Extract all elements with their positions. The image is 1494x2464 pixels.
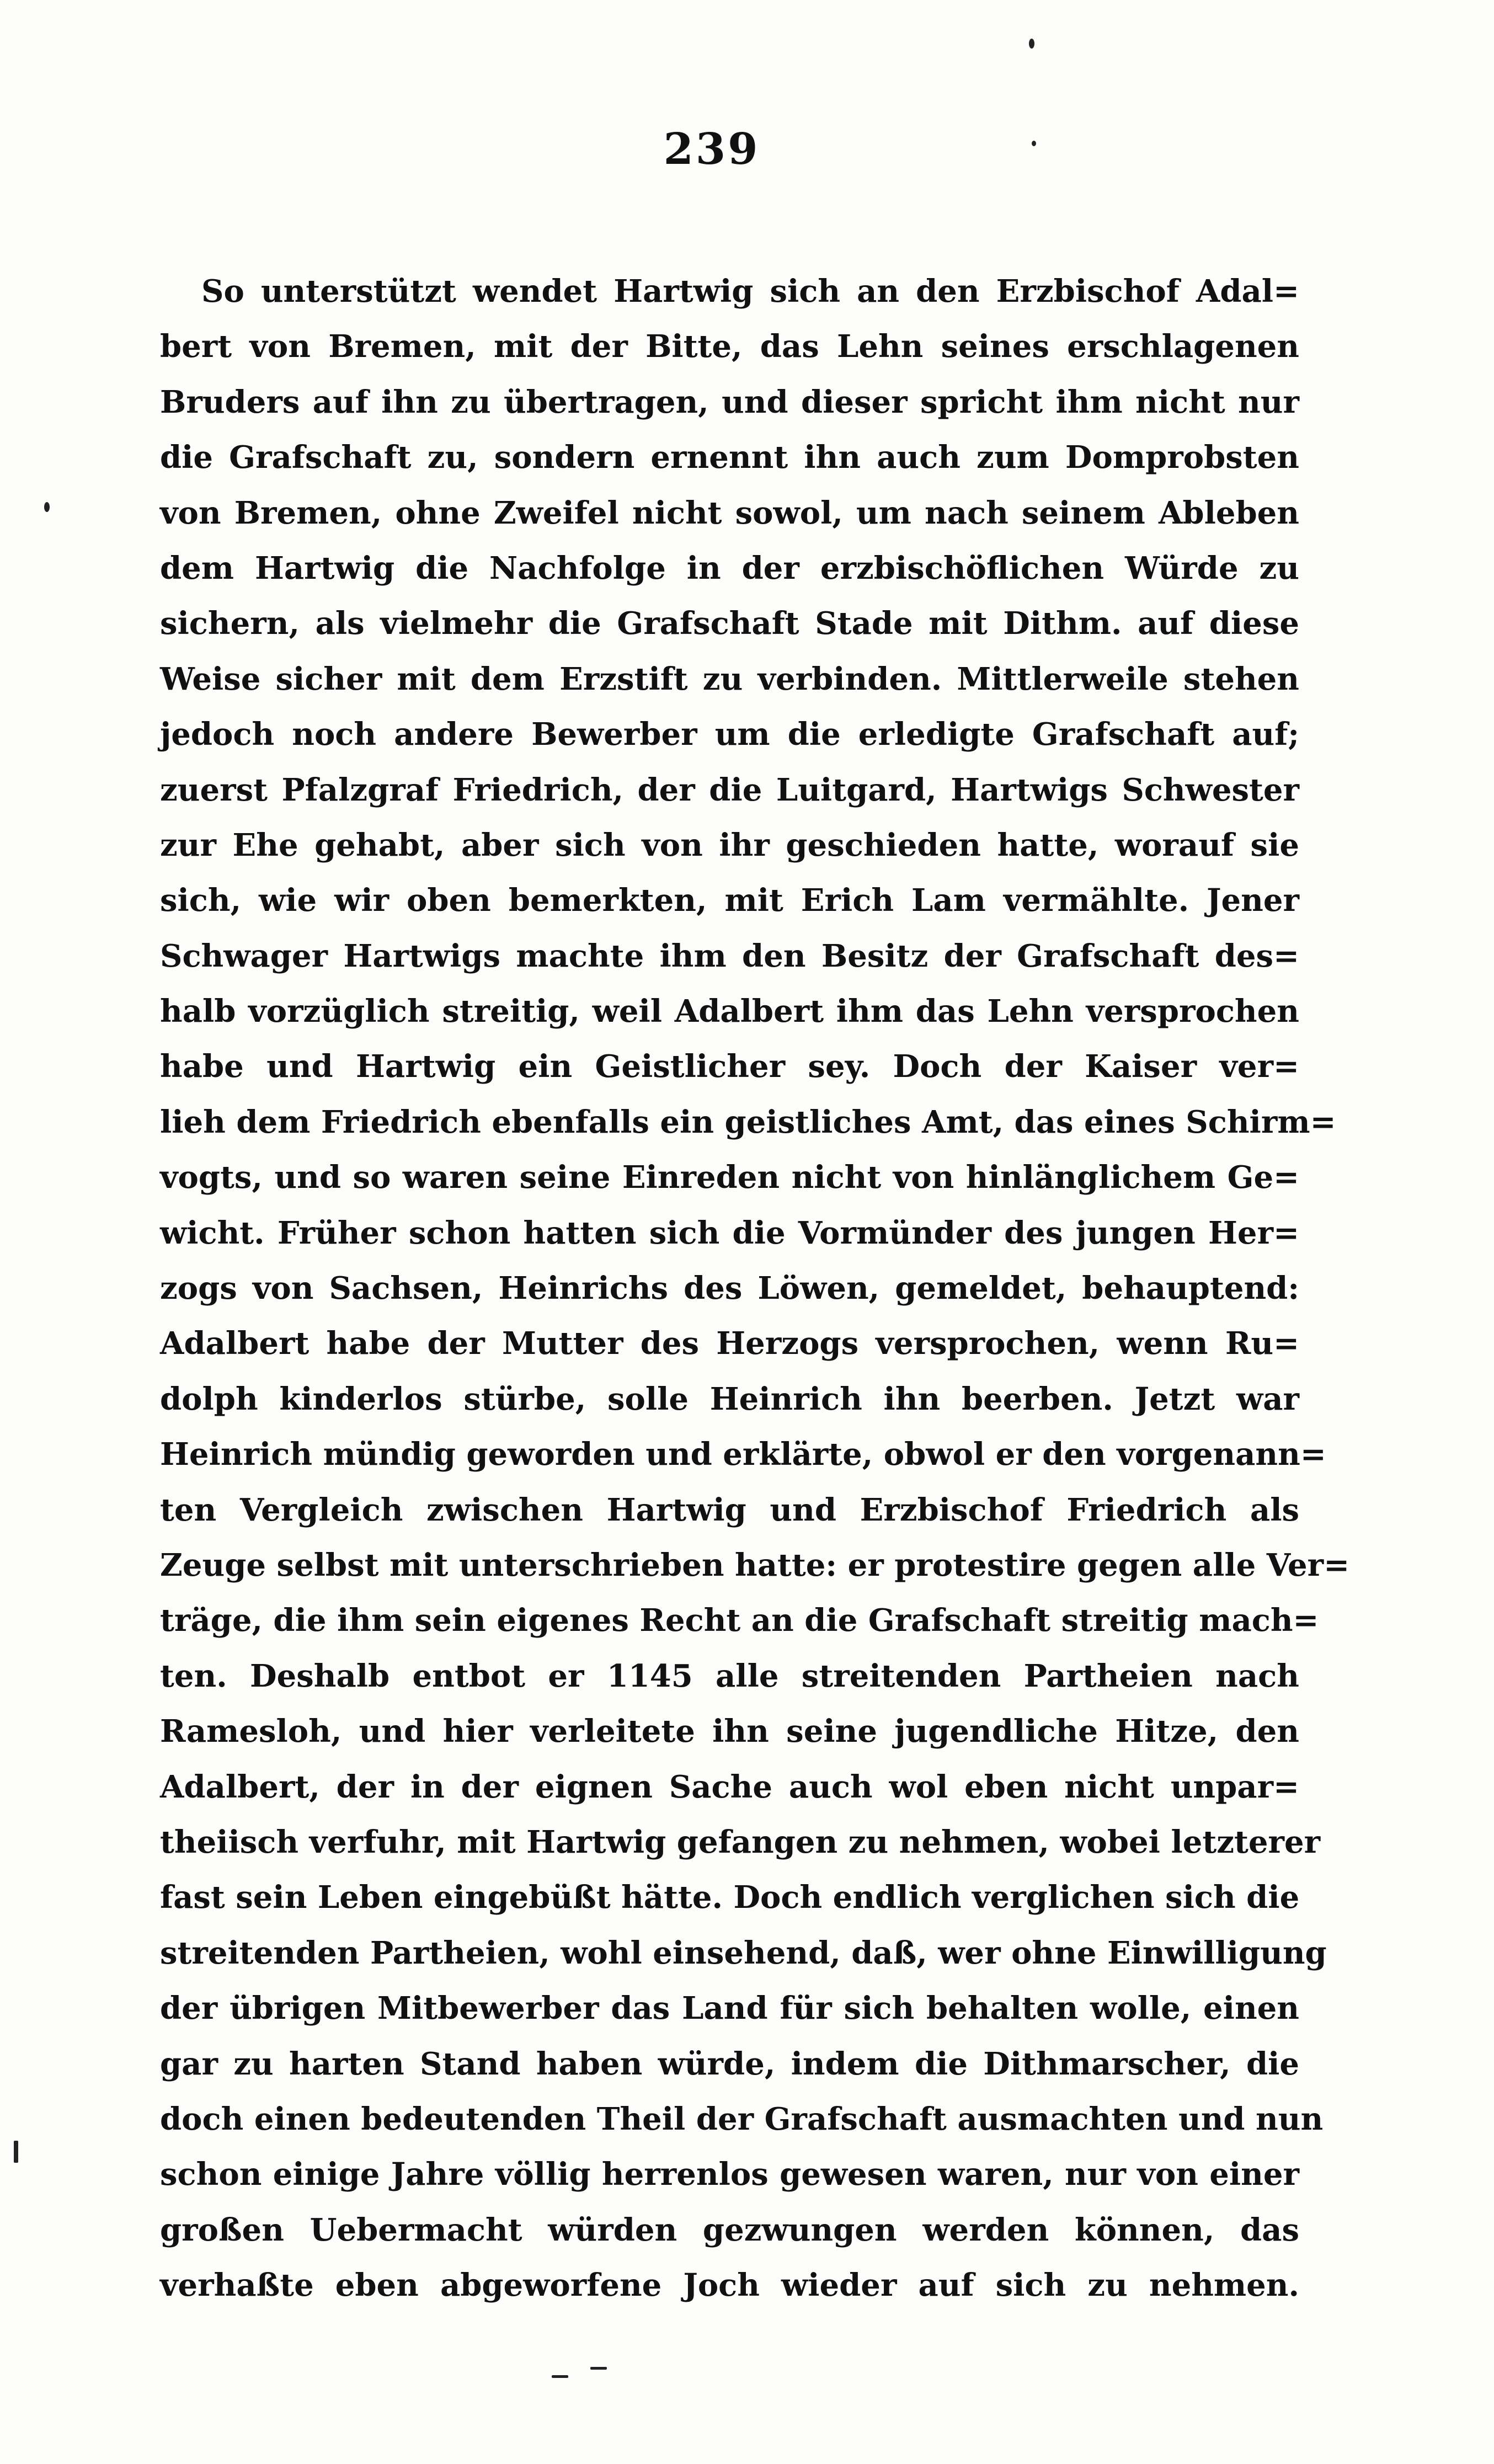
- text-line: Heinrich mündig geworden und erklärte, obwol er den vorgenann=: [160, 1436, 1326, 1473]
- text-line: sich, wie wir oben bemerkten, mit Erich Lam vermählte. Jener: [160, 882, 1299, 919]
- text-line: theiisch verfuhr, mit Hartwig gefangen zu nehmen, wobei letzterer: [160, 1823, 1321, 1860]
- text-line: vogts, und so waren seine Einreden nicht von hinlänglichem Ge=: [160, 1159, 1299, 1196]
- text-line: Zeuge selbst mit unterschrieben hatte: er protestire gegen alle Ver=: [160, 1546, 1350, 1583]
- text-line: ten. Deshalb entbot er 1145 alle streitenden Partheien nach: [160, 1657, 1299, 1694]
- text-line: bert von Bremen, mit der Bitte, das Lehn seines erschlagenen: [160, 328, 1299, 365]
- scan-speck: [590, 2367, 607, 2370]
- text-line: Weise sicher mit dem Erzstift zu verbinden. Mittlerweile stehen: [160, 660, 1299, 697]
- body-text: [160, 264, 1350, 2313]
- scan-speck: [1029, 39, 1034, 49]
- text-line: schon einige Jahre völlig herrenlos gewesen waren, nur von einer: [160, 2156, 1299, 2193]
- text-line: dem Hartwig die Nachfolge in der erzbischöflichen Würde zu: [160, 550, 1299, 586]
- text-line: Ramesloh, und hier verleitete ihn seine jugendliche Hitze, den: [160, 1713, 1299, 1750]
- text-line: gar zu harten Stand haben würde, indem die Dithmarscher, die: [160, 2045, 1299, 2082]
- text-line: träge, die ihm sein eigenes Recht an die Grafschaft streitig mach=: [160, 1602, 1319, 1639]
- text-line: die Grafschaft zu, sondern ernennt ihn auch zum Domprobsten: [160, 439, 1299, 476]
- text-line: wicht. Früher schon hatten sich die Vormünder des jungen Her=: [160, 1214, 1299, 1251]
- text-line: halb vorzüglich streitig, weil Adalbert ihm das Lehn versprochen: [160, 993, 1299, 1030]
- text-line: der übrigen Mitbewerber das Land für sich behalten wolle, einen: [160, 1990, 1299, 2027]
- text-line: zuerst Pfalzgraf Friedrich, der die Luitgard, Hartwigs Schwester: [160, 771, 1299, 808]
- text-line: Adalbert habe der Mutter des Herzogs versprochen, wenn Ru=: [160, 1325, 1299, 1362]
- text-line: So unterstützt wendet Hartwig sich an den Erzbischof Adal=: [201, 273, 1299, 310]
- text-line: habe und Hartwig ein Geistlicher sey. Doch der Kaiser ver=: [160, 1048, 1299, 1085]
- text-line: jedoch noch andere Bewerber um die erledigte Grafschaft auf;: [160, 716, 1299, 753]
- text-line: sichern, als vielmehr die Grafschaft Stade mit Dithm. auf diese: [160, 605, 1299, 642]
- text-line: ten Vergleich zwischen Hartwig und Erzbischof Friedrich als: [160, 1491, 1299, 1528]
- text-line: dolph kinderlos stürbe, solle Heinrich ihn beerben. Jetzt war: [160, 1380, 1299, 1417]
- scan-speck: [44, 502, 50, 512]
- page-number: 239: [663, 124, 760, 174]
- text-line: Bruders auf ihn zu übertragen, und dieser spricht ihm nicht nur: [160, 383, 1299, 420]
- text-line: zogs von Sachsen, Heinrichs des Löwen, gemeldet, behauptend:: [160, 1270, 1299, 1307]
- text-line: doch einen bedeutenden Theil der Grafschaft ausmachten und nun: [160, 2100, 1324, 2137]
- scan-speck: [1032, 141, 1036, 146]
- scan-speck: [552, 2375, 568, 2378]
- text-line: großen Uebermacht würden gezwungen werden können, das: [160, 2211, 1299, 2248]
- text-line: Adalbert, der in der eignen Sache auch wol eben nicht unpar=: [160, 1768, 1299, 1805]
- text-line: zur Ehe gehabt, aber sich von ihr geschieden hatte, worauf sie: [160, 826, 1299, 863]
- text-line: von Bremen, ohne Zweifel nicht sowol, um nach seinem Ableben: [160, 494, 1299, 531]
- text-line: fast sein Leben eingebüßt hätte. Doch endlich verglichen sich die: [160, 1879, 1300, 1916]
- text-line: streitenden Partheien, wohl einsehend, daß, wer ohne Einwilligung: [160, 1934, 1327, 1971]
- text-line: verhaßte eben abgeworfene Joch wieder auf sich zu nehmen.: [160, 2267, 1299, 2304]
- scan-speck: [14, 2141, 18, 2163]
- text-line: Schwager Hartwigs machte ihm den Besitz der Grafschaft des=: [160, 937, 1299, 974]
- text-line: lieh dem Friedrich ebenfalls ein geistliches Amt, das eines Schirm=: [160, 1103, 1336, 1140]
